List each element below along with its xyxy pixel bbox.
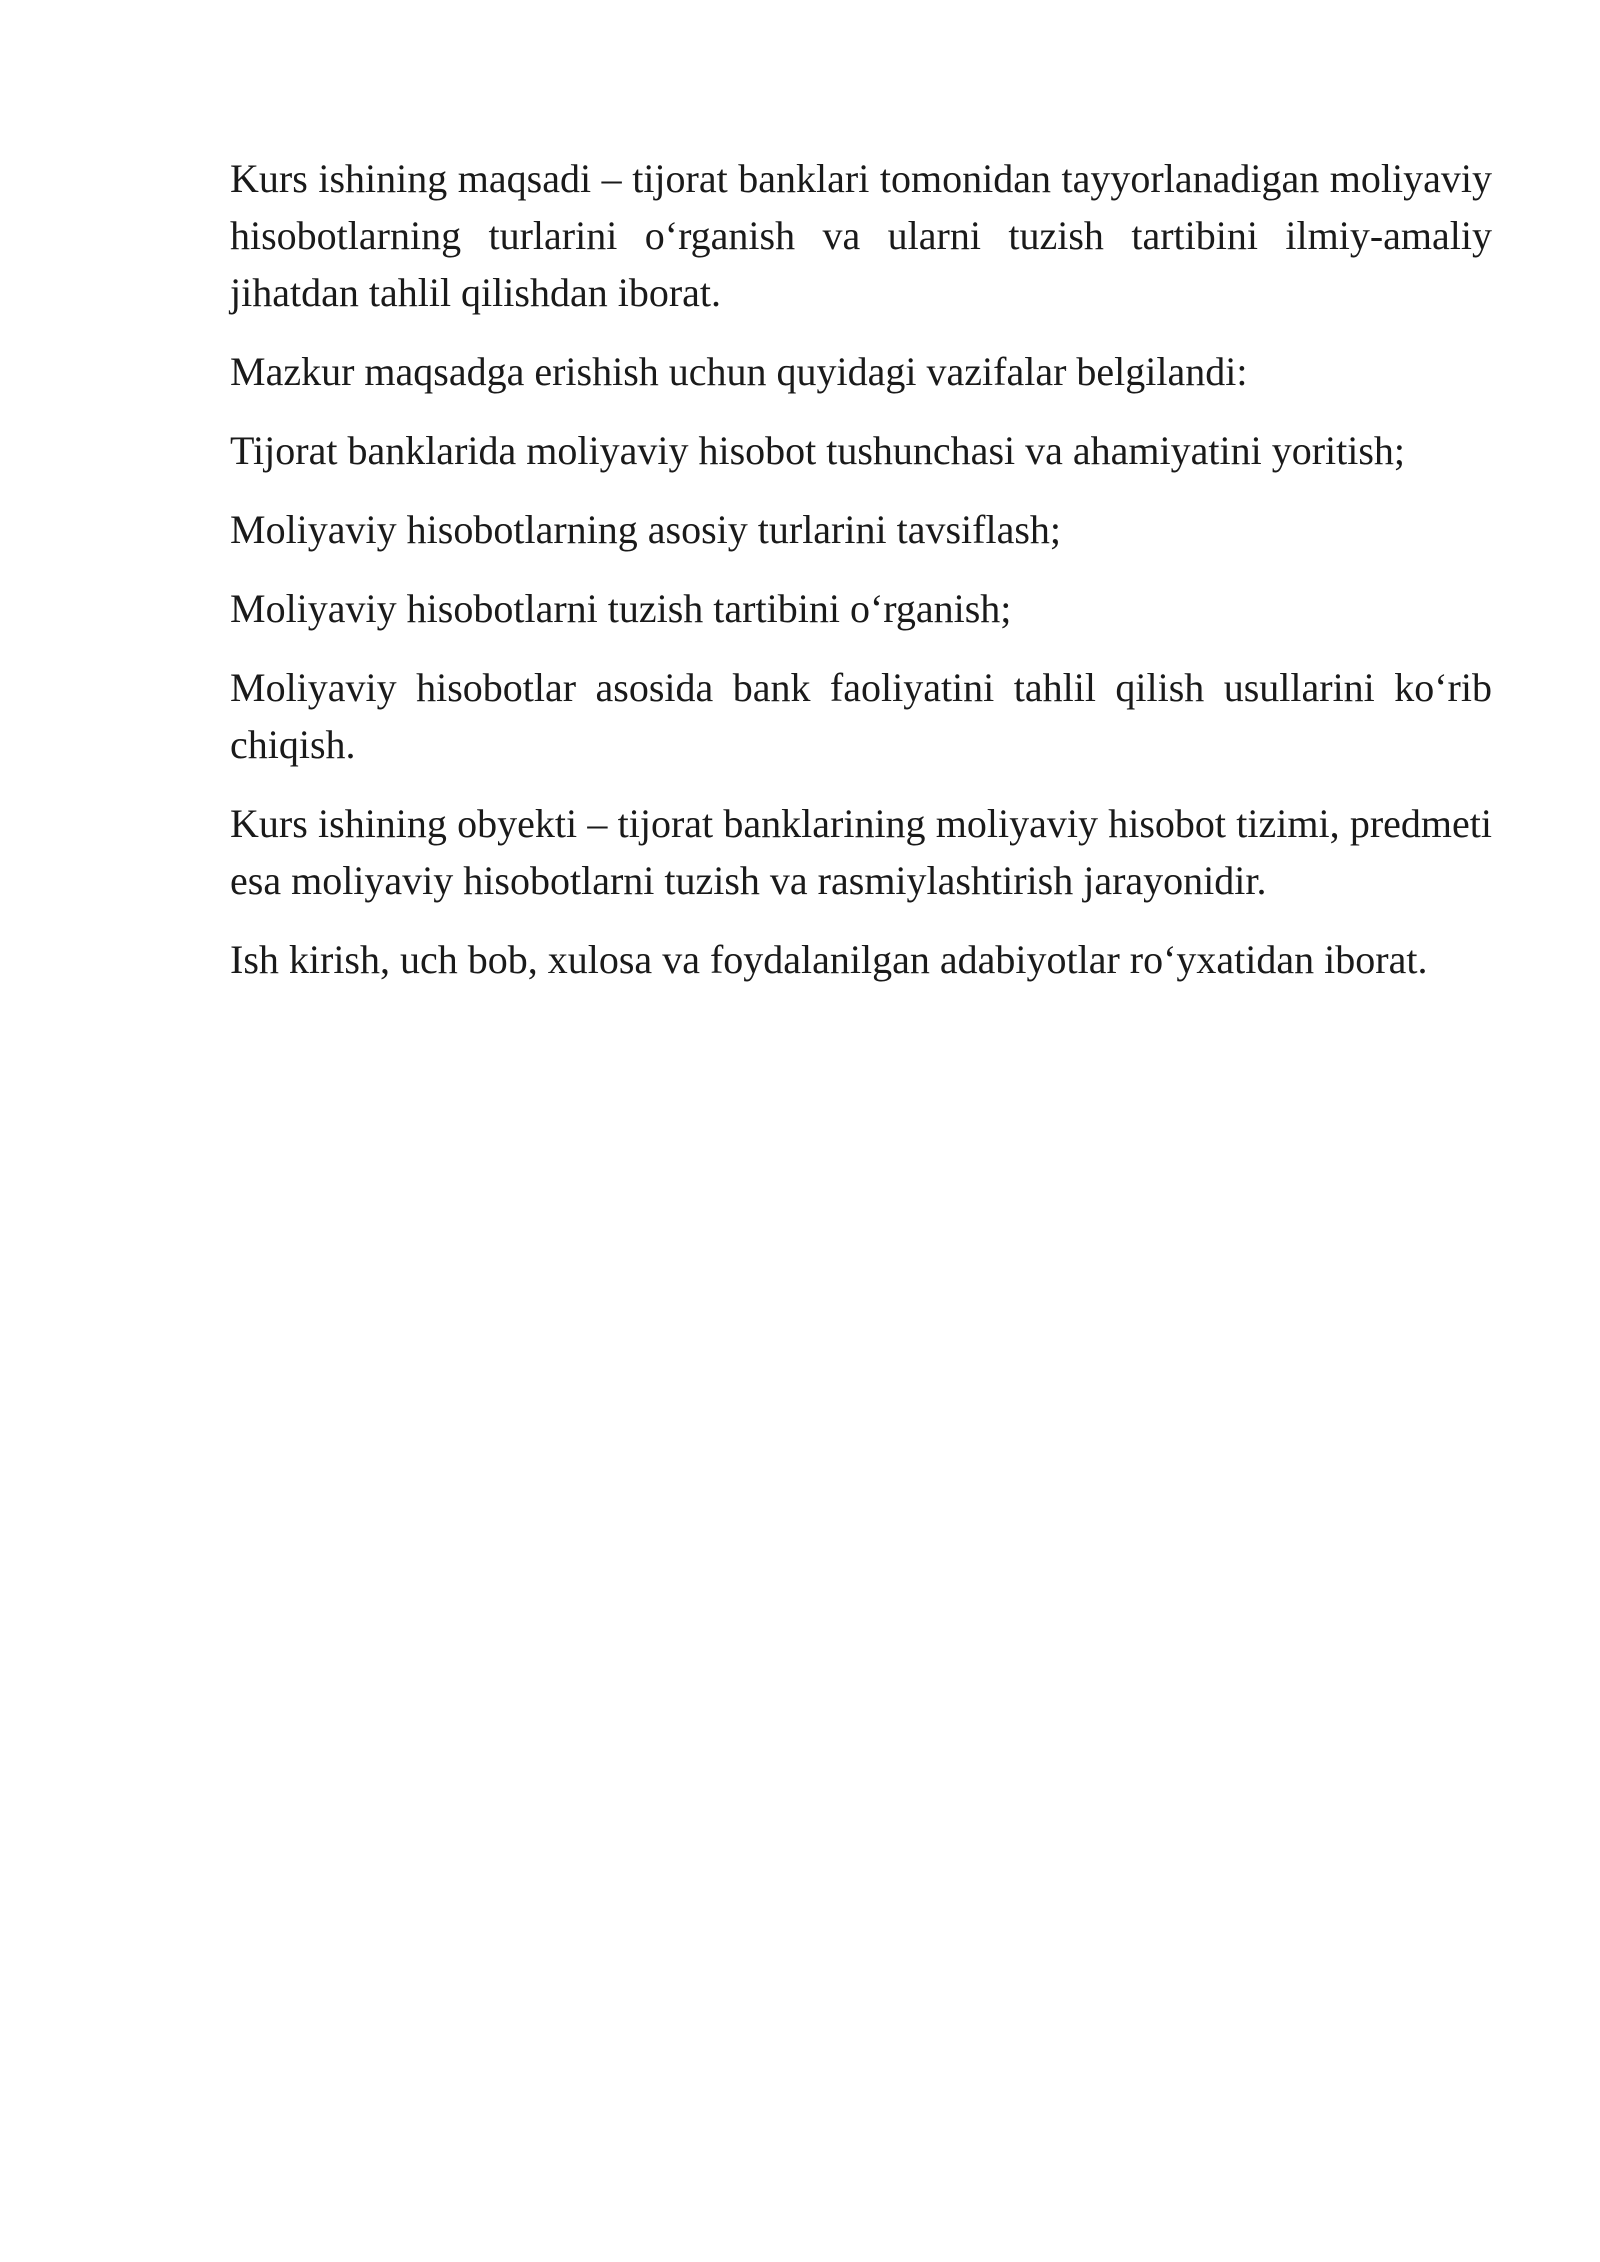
paragraph-goal: Kurs ishining maqsadi – tijorat banklari tomonidan tayyorlanadigan moliyaviy hisobotlarning turlarini o‘rganish va ularni tuzish tartibini ilmiy-amaliy jihatdan tahlil qilishdan iborat.: [230, 156, 1492, 315]
paragraph-object-subject: Kurs ishining obyekti – tijorat banklarining moliyaviy hisobot tizimi, predmeti esa moliyaviy hisobotlarni tuzish va rasmiylashtirish jarayonidir.: [230, 801, 1492, 903]
paragraph-structure: Ish kirish, uch bob, xulosa va foydalanilgan adabiyotlar ro‘yxatidan iborat.: [230, 937, 1428, 982]
paragraph-task-3: Moliyaviy hisobotlarni tuzish tartibini o‘rganish;: [230, 586, 1012, 631]
paragraph-task-1: Tijorat banklarida moliyaviy hisobot tushunchasi va ahamiyatini yoritish;: [230, 428, 1406, 473]
paragraph-task-2: Moliyaviy hisobotlarning asosiy turlarini tavsiflash;: [230, 507, 1062, 552]
paragraph-tasks-intro: Mazkur maqsadga erishish uchun quyidagi vazifalar belgilandi:: [230, 349, 1248, 394]
document-body: [230, 150, 1492, 1010]
paragraph-task-4: Moliyaviy hisobotlar asosida bank faoliyatini tahlil qilish usullarini ko‘rib chiqish.: [230, 665, 1492, 767]
